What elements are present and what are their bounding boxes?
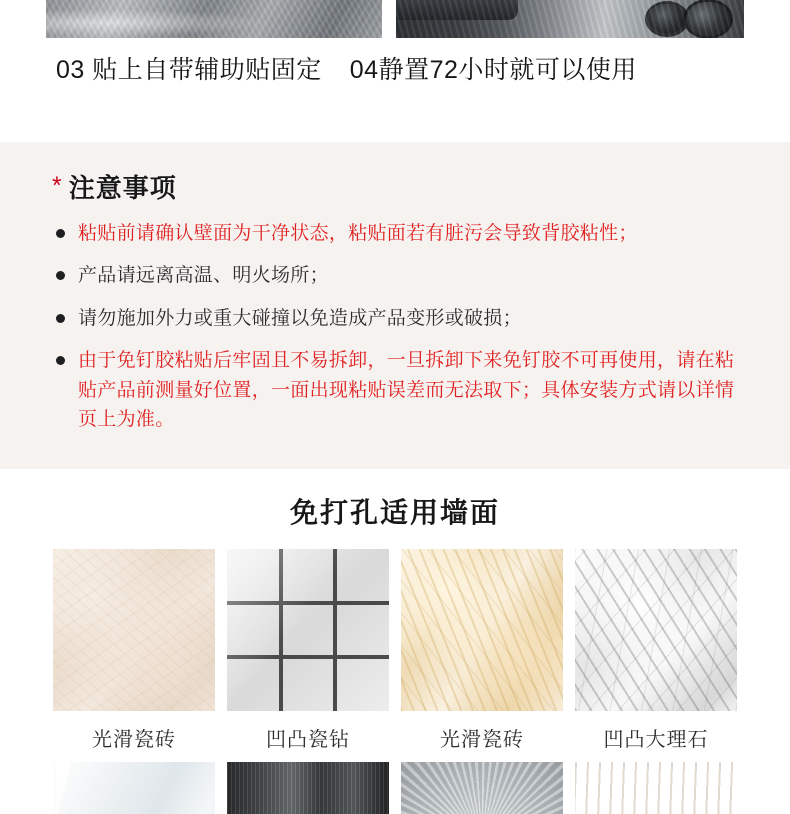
notice-item-text: 请勿施加外力或重大碰撞以免造成产品变形或破损；	[78, 307, 522, 329]
step-photos-strip	[0, 0, 790, 38]
notice-item-text: 粘贴前请确认壁面为干净状态，粘贴面若有脏污会导致背胶粘性；	[78, 223, 638, 244]
swatch-label: 凹凸大理石	[603, 728, 709, 751]
photo-texture-marble-gray	[46, 0, 382, 38]
bullet-icon	[56, 229, 65, 238]
list-item	[54, 346, 750, 434]
section-divider	[0, 98, 790, 142]
wall-swatch-item	[53, 549, 215, 762]
notice-item-text: 由于免钉胶粘贴后牢固且不易拆卸，一旦拆卸下来免钉胶不可再使用，请在粘贴产品前测量好位置，一面出现粘贴误差而无法取下；具体安装方式请以详情页上为准。	[78, 350, 735, 431]
notice-section	[0, 142, 790, 469]
swatch-label: 光滑瓷砖	[440, 728, 524, 751]
swatch-image-dark-metal	[227, 762, 389, 814]
swatch-image-onyx-tile	[401, 549, 563, 711]
swatch-image-smooth-tile	[53, 549, 215, 711]
step-caption-04: 04静置72小时就可以使用	[349, 56, 637, 84]
step-captions	[0, 38, 790, 98]
notice-header	[52, 168, 790, 205]
swatch-image-wood	[575, 762, 737, 814]
device-knob-secondary-icon	[648, 4, 686, 34]
bullet-icon	[56, 271, 65, 280]
photo-texture-wall-device	[396, 0, 744, 38]
swatch-image-brushed-steel	[401, 762, 563, 814]
wall-section-title: 免打孔适用墙面	[289, 496, 500, 528]
bullet-icon	[56, 314, 65, 323]
wall-swatch-grid	[0, 549, 790, 762]
notice-list	[0, 219, 790, 435]
device-knob-primary-icon	[686, 2, 730, 36]
device-body	[396, 0, 518, 20]
list-item	[54, 304, 750, 333]
asterisk-icon: *	[52, 172, 62, 200]
swatch-image-marble	[575, 549, 737, 711]
swatch-label: 光滑瓷砖	[92, 728, 176, 751]
wall-swatch-item	[227, 549, 389, 762]
notice-item-text: 产品请远离高温、明火场所；	[78, 265, 329, 287]
list-item	[54, 219, 750, 248]
wall-swatch-grid-secondary	[0, 762, 790, 814]
step-photo-04	[396, 0, 744, 38]
notice-title: 注意事项	[68, 173, 177, 203]
wall-swatch-item	[575, 549, 737, 762]
applicable-wall-section	[0, 469, 790, 814]
step-caption-03: 03 贴上自带辅助贴固定	[56, 56, 322, 84]
list-item	[54, 261, 750, 290]
swatch-image-glass	[53, 762, 215, 814]
swatch-label: 凹凸瓷钻	[266, 728, 350, 751]
bullet-icon	[56, 356, 65, 365]
step-photo-03	[46, 0, 382, 38]
swatch-image-textured-tile	[227, 549, 389, 711]
wall-swatch-item	[401, 549, 563, 762]
